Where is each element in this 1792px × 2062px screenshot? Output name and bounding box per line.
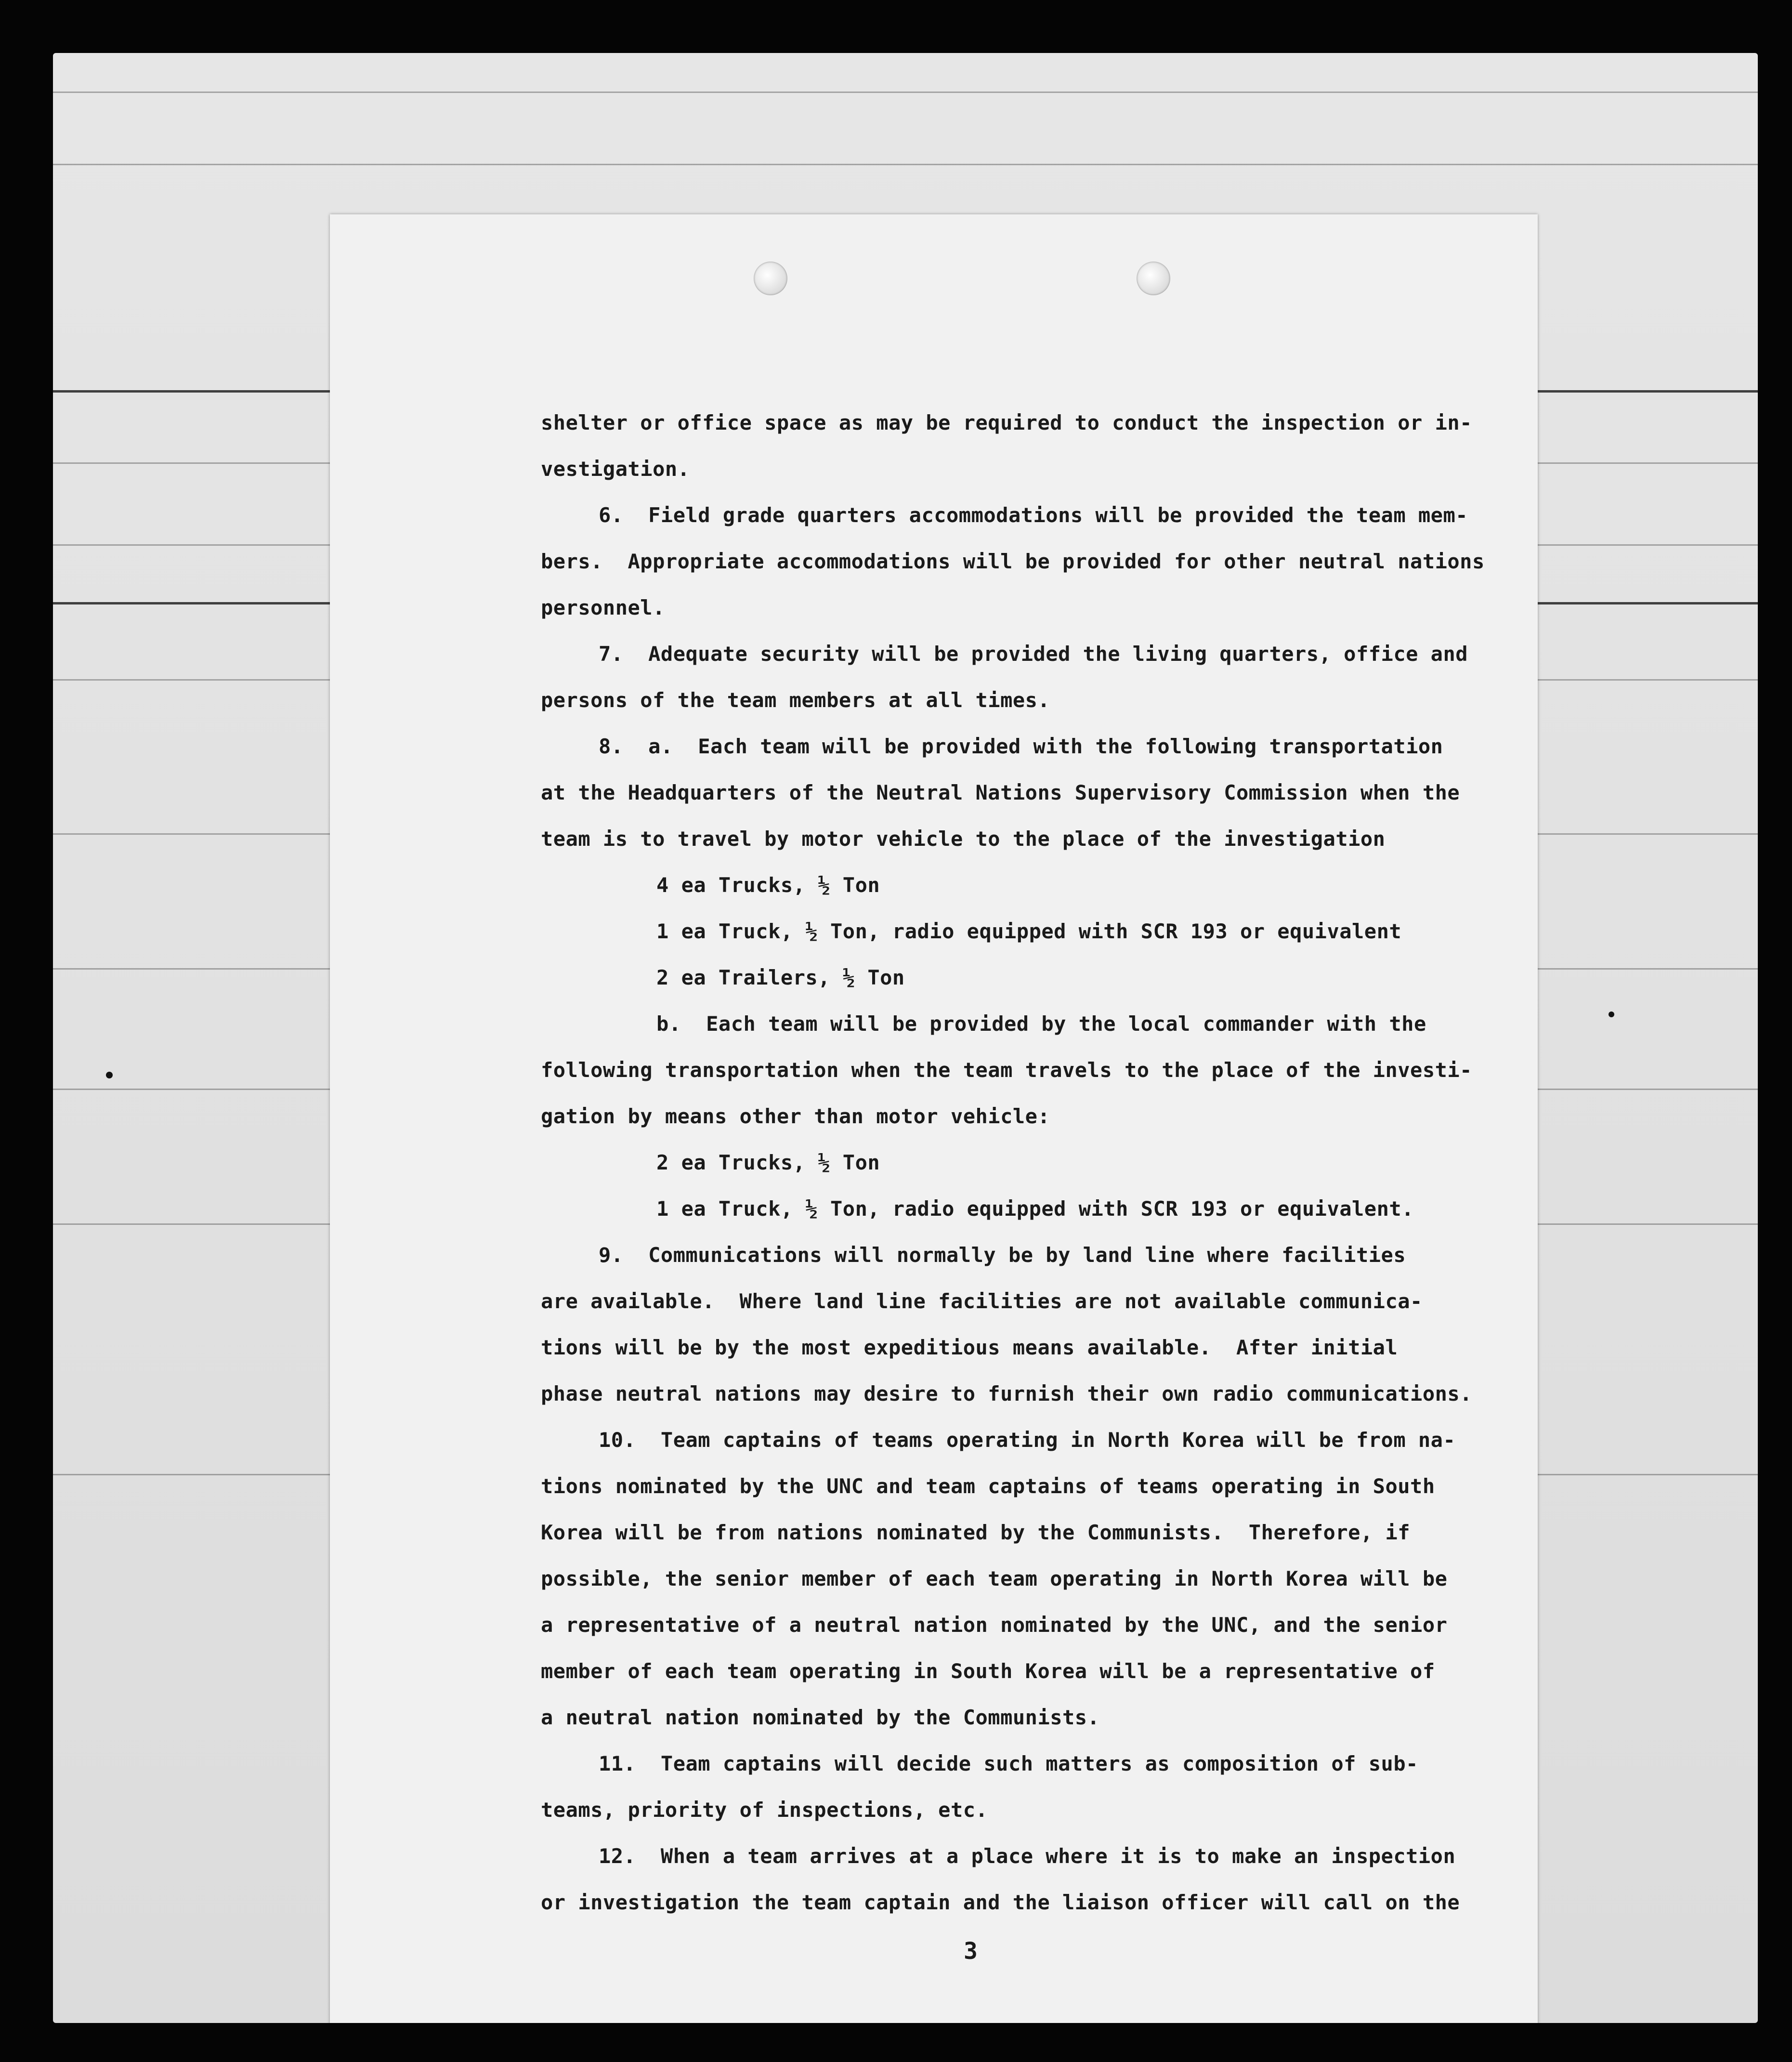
text-line: gation by means other than motor vehicle: xyxy=(541,1104,1050,1128)
text-line: shelter or office space as may be required to conduct the inspection or in- xyxy=(541,411,1472,434)
text-line: or investigation the team captain and the liaison officer will call on the xyxy=(541,1891,1460,1914)
paragraph-8b: b. Each team will be provided by the local commander with the xyxy=(656,1012,1426,1036)
text-line: phase neutral nations may desire to furnish their own radio communications. xyxy=(541,1382,1472,1405)
text-line: bers. Appropriate accommodations will be provided for other neutral nations xyxy=(541,550,1485,573)
text-line: at the Headquarters of the Neutral Nations Supervisory Commission when the xyxy=(541,781,1460,804)
punch-hole xyxy=(1137,262,1170,295)
paragraph-9: 9. Communications will normally be by land line where facilities xyxy=(599,1243,1406,1267)
text-line: teams, priority of inspections, etc. xyxy=(541,1798,988,1822)
text-line: are available. Where land line facilities are not available communica- xyxy=(541,1289,1423,1313)
vehicle-list-item: 1 ea Truck, ½ Ton, radio equipped with SCR 193 or equivalent. xyxy=(656,1197,1414,1221)
document-page xyxy=(330,214,1538,2023)
film-speck xyxy=(106,1072,113,1078)
paragraph-8: 8. a. Each team will be provided with the following transportation xyxy=(599,735,1443,758)
text-line: team is to travel by motor vehicle to the place of the investigation xyxy=(541,827,1386,851)
vehicle-list-item: 1 ea Truck, ½ Ton, radio equipped with SCR 193 or equivalent xyxy=(656,919,1402,943)
text-line: following transportation when the team travels to the place of the investi- xyxy=(541,1058,1472,1082)
text-line: a representative of a neutral nation nominated by the UNC, and the senior xyxy=(541,1613,1448,1637)
text-line: member of each team operating in South Korea will be a representative of xyxy=(541,1659,1435,1683)
text-line: persons of the team members at all times. xyxy=(541,688,1050,712)
paragraph-6: 6. Field grade quarters accommodations will be provided the team mem- xyxy=(599,503,1468,527)
text-line: a neutral nation nominated by the Communists. xyxy=(541,1706,1100,1729)
punch-hole xyxy=(754,262,787,295)
microfilm-frame xyxy=(53,53,1758,2023)
paragraph-12: 12. When a team arrives at a place where it is to make an inspection xyxy=(599,1844,1456,1868)
paragraph-10: 10. Team captains of teams operating in North Korea will be from na- xyxy=(599,1428,1456,1452)
text-line: possible, the senior member of each team operating in North Korea will be xyxy=(541,1567,1448,1590)
paragraph-11: 11. Team captains will decide such matters as composition of sub- xyxy=(599,1752,1418,1775)
page-number: 3 xyxy=(964,1938,978,1965)
text-line: tions will be by the most expeditious means available. After initial xyxy=(541,1336,1398,1359)
paragraph-7: 7. Adequate security will be provided the living quarters, office and xyxy=(599,642,1468,666)
text-line: Korea will be from nations nominated by the Communists. Therefore, if xyxy=(541,1521,1411,1544)
text-line: tions nominated by the UNC and team captains of teams operating in South xyxy=(541,1474,1435,1498)
vehicle-list-item: 2 ea Trailers, ½ Ton xyxy=(656,966,905,989)
text-line: personnel. xyxy=(541,596,665,619)
film-speck xyxy=(1609,1011,1614,1017)
text-line: vestigation. xyxy=(541,457,690,481)
vehicle-list-item: 4 ea Trucks, ½ Ton xyxy=(656,873,880,897)
vehicle-list-item: 2 ea Trucks, ½ Ton xyxy=(656,1151,880,1174)
document-body xyxy=(541,400,1485,1926)
